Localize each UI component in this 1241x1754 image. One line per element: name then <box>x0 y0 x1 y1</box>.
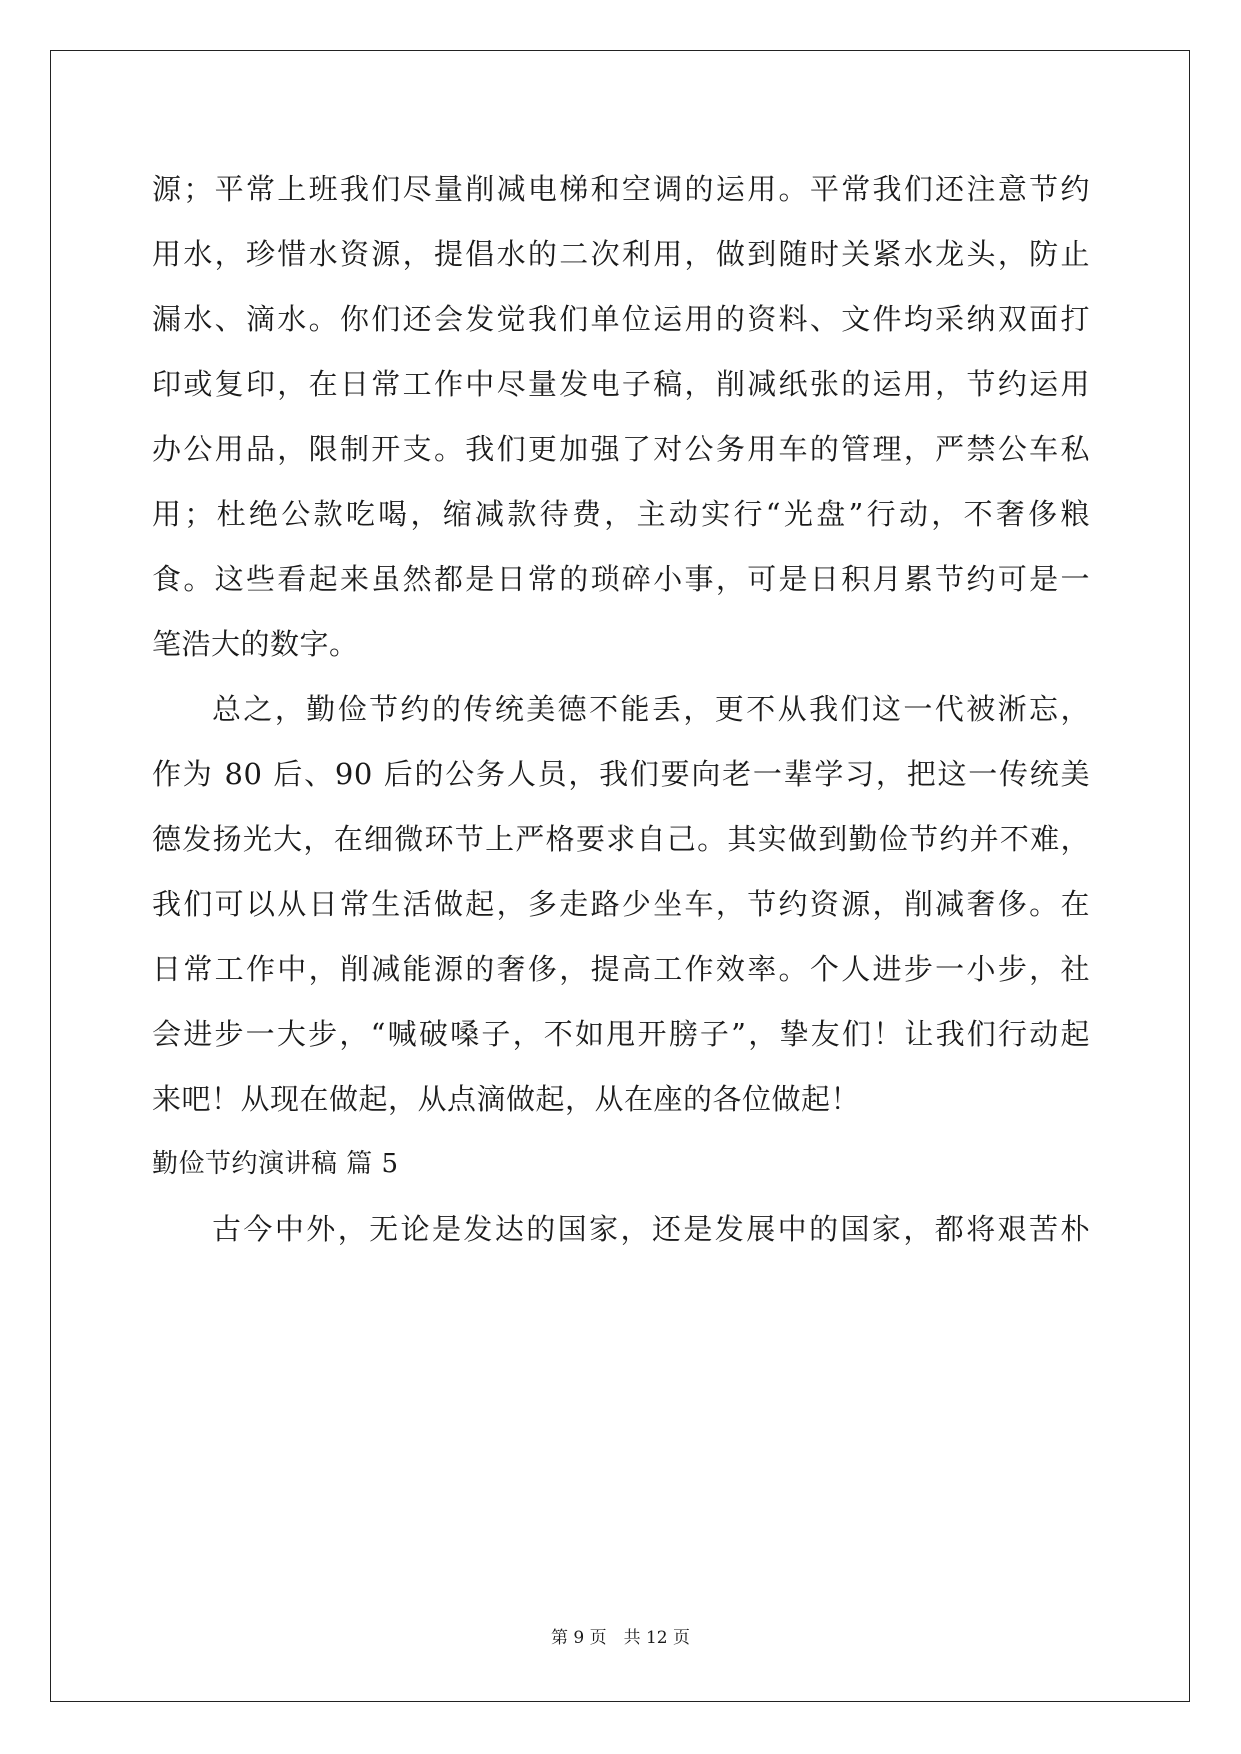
paragraph-line: 总之，勤俭节约的传统美德不能丢，更不从我们这一代被淅忘， <box>212 692 1090 726</box>
paragraph-line: 来吧！从现在做起，从点滴做起，从在座的各位做起！ <box>152 1082 861 1116</box>
section-heading: 勤俭节约演讲稿 篇 5 <box>152 1149 399 1179</box>
paragraph-line: 德发扬光大，在细微环节上严格要求自己。其实做到勤俭节约并不难， <box>152 822 1090 856</box>
paragraph-line: 用水，珍惜水资源，提倡水的二次利用，做到随时关紧水龙头，防止 <box>152 237 1090 271</box>
paragraph-line: 食。这些看起来虽然都是日常的琐碎小事，可是日积月累节约可是一 <box>152 562 1090 596</box>
page-border <box>50 50 1190 1702</box>
paragraph-line: 印或复印，在日常工作中尽量发电子稿，削减纸张的运用，节约运用 <box>152 367 1090 401</box>
page-number-footer: 第 9 页 共 12 页 <box>550 1628 691 1648</box>
paragraph-line: 笔浩大的数字。 <box>152 627 359 661</box>
paragraph-line: 漏水、滴水。你们还会发觉我们单位运用的资料、文件均采纳双面打 <box>152 302 1090 336</box>
paragraph-line: 作为 80 后、90 后的公务人员，我们要向老一辈学习，把这一传统美 <box>152 757 1090 791</box>
paragraph-line: 用；杜绝公款吃喝，缩减款待费，主动实行“光盘”行动，不奢侈粮 <box>152 497 1090 531</box>
paragraph-line: 会进步一大步，“喊破嗓子，不如甩开膀子”，挚友们！让我们行动起 <box>152 1017 1090 1051</box>
paragraph-line: 源；平常上班我们尽量削减电梯和空调的运用。平常我们还注意节约 <box>152 172 1090 206</box>
paragraph-line: 日常工作中，削减能源的奢侈，提高工作效率。个人进步一小步，社 <box>152 952 1090 986</box>
paragraph-line: 古今中外，无论是发达的国家，还是发展中的国家，都将艰苦朴 <box>212 1212 1090 1246</box>
paragraph-line: 办公用品，限制开支。我们更加强了对公务用车的管理，严禁公车私 <box>152 432 1090 466</box>
paragraph-line: 我们可以从日常生活做起，多走路少坐车，节约资源，削减奢侈。在 <box>152 887 1090 921</box>
